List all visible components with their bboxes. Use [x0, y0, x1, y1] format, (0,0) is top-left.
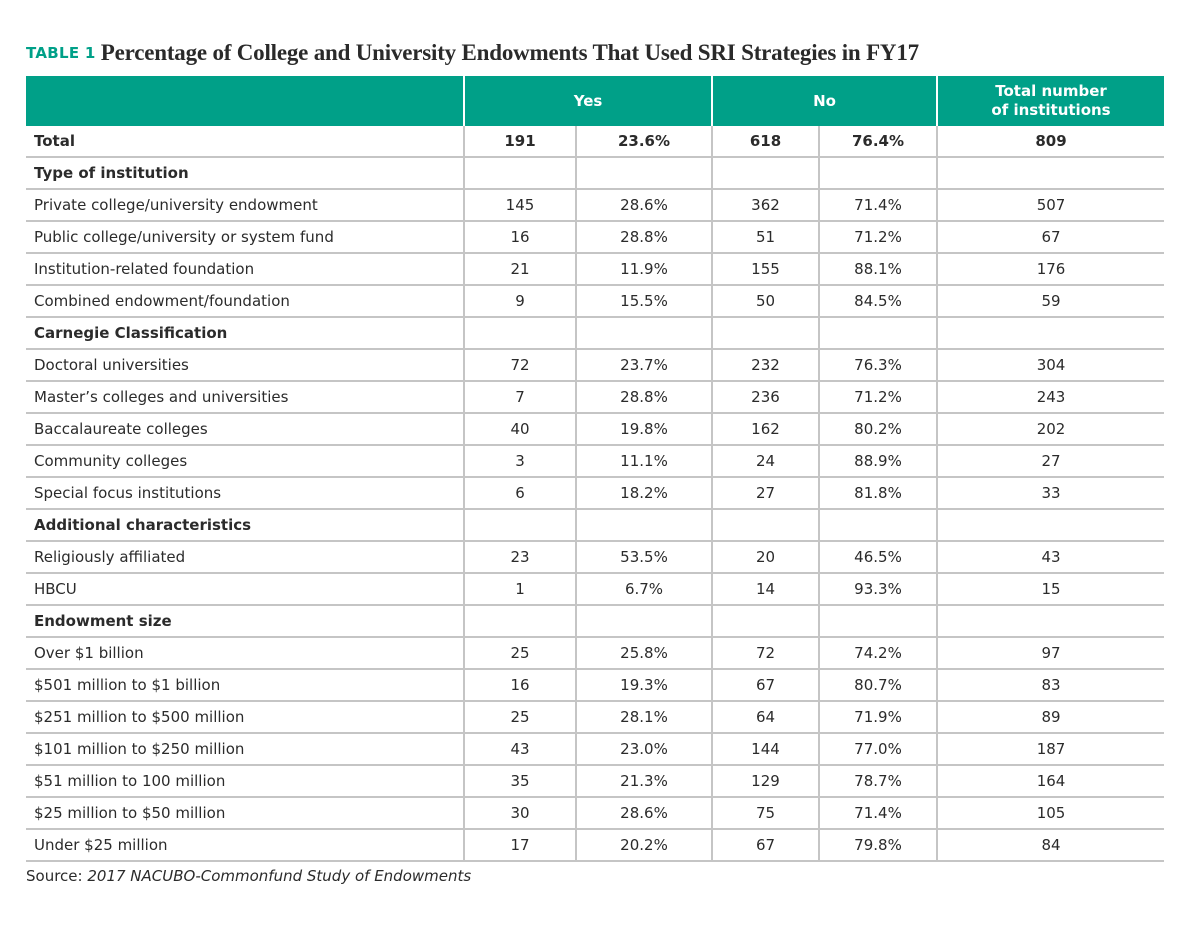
yes-count-cell: 17 — [464, 829, 576, 861]
yes-count-cell — [464, 605, 576, 637]
yes-count-cell: 1 — [464, 573, 576, 605]
table-row — [26, 477, 1164, 509]
yes-percent-cell: 28.8% — [576, 381, 712, 413]
table-title — [26, 38, 919, 70]
header-yes: Yes — [464, 76, 712, 126]
table-row — [26, 221, 1164, 253]
total-institutions-cell: 176 — [937, 253, 1164, 285]
section-header-row — [26, 317, 1164, 349]
yes-count-cell: 23 — [464, 541, 576, 573]
row-label: Baccalaureate colleges — [26, 413, 464, 445]
no-count-cell: 144 — [712, 733, 819, 765]
row-label: $25 million to $50 million — [26, 797, 464, 829]
header-no: No — [712, 76, 937, 126]
row-label: Public college/university or system fund — [26, 221, 464, 253]
row-label: Under $25 million — [26, 829, 464, 861]
header-total-institutions — [937, 76, 1164, 126]
total-institutions-cell: 89 — [937, 701, 1164, 733]
table-row — [26, 445, 1164, 477]
no-percent-cell — [819, 317, 937, 349]
row-label: Over $1 billion — [26, 637, 464, 669]
no-count-cell — [712, 605, 819, 637]
yes-percent-cell: 20.2% — [576, 829, 712, 861]
yes-percent-cell: 15.5% — [576, 285, 712, 317]
table-row — [26, 349, 1164, 381]
row-label: Total — [26, 126, 464, 157]
yes-count-cell: 191 — [464, 126, 576, 157]
no-count-cell: 67 — [712, 669, 819, 701]
row-label: Special focus institutions — [26, 477, 464, 509]
total-institutions-cell: 15 — [937, 573, 1164, 605]
total-institutions-cell: 164 — [937, 765, 1164, 797]
no-count-cell — [712, 509, 819, 541]
row-label: Endowment size — [26, 605, 464, 637]
yes-count-cell: 145 — [464, 189, 576, 221]
row-label: Doctoral universities — [26, 349, 464, 381]
yes-count-cell: 30 — [464, 797, 576, 829]
no-percent-cell: 77.0% — [819, 733, 937, 765]
table-row — [26, 573, 1164, 605]
table-header — [26, 76, 1164, 126]
no-percent-cell: 76.3% — [819, 349, 937, 381]
total-institutions-cell: 809 — [937, 126, 1164, 157]
yes-count-cell — [464, 509, 576, 541]
total-row — [26, 126, 1164, 157]
yes-percent-cell: 23.6% — [576, 126, 712, 157]
total-institutions-cell: 83 — [937, 669, 1164, 701]
section-header-row — [26, 157, 1164, 189]
no-percent-cell: 81.8% — [819, 477, 937, 509]
no-percent-cell: 79.8% — [819, 829, 937, 861]
source-note — [26, 867, 471, 885]
no-count-cell: 67 — [712, 829, 819, 861]
no-percent-cell: 88.9% — [819, 445, 937, 477]
no-percent-cell: 76.4% — [819, 126, 937, 157]
no-count-cell: 362 — [712, 189, 819, 221]
no-count-cell: 51 — [712, 221, 819, 253]
row-label: Type of institution — [26, 157, 464, 189]
row-label: HBCU — [26, 573, 464, 605]
yes-percent-cell: 25.8% — [576, 637, 712, 669]
table-row — [26, 829, 1164, 861]
no-count-cell: 618 — [712, 126, 819, 157]
no-count-cell: 64 — [712, 701, 819, 733]
sri-table — [26, 76, 1164, 862]
yes-percent-cell: 28.6% — [576, 797, 712, 829]
table-row — [26, 637, 1164, 669]
yes-count-cell: 35 — [464, 765, 576, 797]
yes-percent-cell: 53.5% — [576, 541, 712, 573]
row-label: Private college/university endowment — [26, 189, 464, 221]
row-label: $51 million to 100 million — [26, 765, 464, 797]
yes-percent-cell: 28.1% — [576, 701, 712, 733]
yes-count-cell: 25 — [464, 637, 576, 669]
total-institutions-cell: 43 — [937, 541, 1164, 573]
total-institutions-cell — [937, 509, 1164, 541]
total-institutions-cell: 97 — [937, 637, 1164, 669]
table-body — [26, 126, 1164, 861]
no-count-cell: 155 — [712, 253, 819, 285]
no-count-cell: 75 — [712, 797, 819, 829]
yes-percent-cell: 21.3% — [576, 765, 712, 797]
table-row — [26, 733, 1164, 765]
row-label: Community colleges — [26, 445, 464, 477]
yes-count-cell: 16 — [464, 669, 576, 701]
row-label: $501 million to $1 billion — [26, 669, 464, 701]
table-row — [26, 765, 1164, 797]
yes-percent-cell: 19.3% — [576, 669, 712, 701]
yes-count-cell: 21 — [464, 253, 576, 285]
yes-count-cell: 6 — [464, 477, 576, 509]
yes-percent-cell: 28.6% — [576, 189, 712, 221]
row-label: $251 million to $500 million — [26, 701, 464, 733]
no-percent-cell: 46.5% — [819, 541, 937, 573]
total-institutions-cell: 105 — [937, 797, 1164, 829]
no-count-cell: 14 — [712, 573, 819, 605]
row-label: $101 million to $250 million — [26, 733, 464, 765]
yes-count-cell — [464, 317, 576, 349]
total-institutions-cell: 187 — [937, 733, 1164, 765]
source-title: 2017 NACUBO-Commonfund Study of Endowments — [87, 867, 472, 885]
no-count-cell: 72 — [712, 637, 819, 669]
total-institutions-cell: 67 — [937, 221, 1164, 253]
yes-percent-cell: 19.8% — [576, 413, 712, 445]
yes-count-cell: 43 — [464, 733, 576, 765]
header-blank — [26, 76, 464, 126]
no-percent-cell: 93.3% — [819, 573, 937, 605]
row-label: Master’s colleges and universities — [26, 381, 464, 413]
total-institutions-cell — [937, 317, 1164, 349]
no-count-cell: 50 — [712, 285, 819, 317]
yes-count-cell: 9 — [464, 285, 576, 317]
total-institutions-cell: 243 — [937, 381, 1164, 413]
no-count-cell: 129 — [712, 765, 819, 797]
yes-percent-cell: 18.2% — [576, 477, 712, 509]
table-row — [26, 701, 1164, 733]
header-total-line2: of institutions — [991, 101, 1111, 119]
table-row — [26, 541, 1164, 573]
no-count-cell: 162 — [712, 413, 819, 445]
total-institutions-cell — [937, 157, 1164, 189]
no-percent-cell: 84.5% — [819, 285, 937, 317]
total-institutions-cell: 59 — [937, 285, 1164, 317]
yes-percent-cell — [576, 509, 712, 541]
header-row — [26, 76, 1164, 126]
total-institutions-cell — [937, 605, 1164, 637]
no-percent-cell — [819, 605, 937, 637]
no-percent-cell: 88.1% — [819, 253, 937, 285]
section-header-row — [26, 605, 1164, 637]
no-percent-cell: 71.4% — [819, 189, 937, 221]
no-percent-cell: 80.2% — [819, 413, 937, 445]
no-percent-cell: 71.2% — [819, 221, 937, 253]
yes-percent-cell: 11.9% — [576, 253, 712, 285]
no-count-cell: 24 — [712, 445, 819, 477]
no-percent-cell: 80.7% — [819, 669, 937, 701]
no-count-cell: 20 — [712, 541, 819, 573]
yes-count-cell — [464, 157, 576, 189]
no-percent-cell: 71.2% — [819, 381, 937, 413]
total-institutions-cell: 202 — [937, 413, 1164, 445]
yes-count-cell: 72 — [464, 349, 576, 381]
no-percent-cell — [819, 509, 937, 541]
total-institutions-cell: 507 — [937, 189, 1164, 221]
table-row — [26, 413, 1164, 445]
row-label: Additional characteristics — [26, 509, 464, 541]
yes-count-cell: 40 — [464, 413, 576, 445]
table-row — [26, 189, 1164, 221]
no-count-cell: 27 — [712, 477, 819, 509]
no-count-cell: 236 — [712, 381, 819, 413]
yes-percent-cell — [576, 317, 712, 349]
row-label: Religiously affiliated — [26, 541, 464, 573]
no-count-cell: 232 — [712, 349, 819, 381]
total-institutions-cell: 33 — [937, 477, 1164, 509]
yes-count-cell: 16 — [464, 221, 576, 253]
yes-count-cell: 7 — [464, 381, 576, 413]
no-percent-cell: 78.7% — [819, 765, 937, 797]
table-row — [26, 381, 1164, 413]
table-row — [26, 285, 1164, 317]
yes-percent-cell: 28.8% — [576, 221, 712, 253]
total-institutions-cell: 27 — [937, 445, 1164, 477]
total-institutions-cell: 84 — [937, 829, 1164, 861]
section-header-row — [26, 509, 1164, 541]
header-total-line1: Total number — [995, 82, 1107, 100]
no-count-cell — [712, 157, 819, 189]
table-row — [26, 797, 1164, 829]
table-title-text: Percentage of College and University Endowments That Used SRI Strategies in FY17 — [100, 40, 919, 65]
no-percent-cell — [819, 157, 937, 189]
row-label: Carnegie Classification — [26, 317, 464, 349]
yes-percent-cell — [576, 605, 712, 637]
yes-percent-cell: 23.7% — [576, 349, 712, 381]
yes-count-cell: 25 — [464, 701, 576, 733]
table-row — [26, 253, 1164, 285]
yes-percent-cell — [576, 157, 712, 189]
no-count-cell — [712, 317, 819, 349]
yes-count-cell: 3 — [464, 445, 576, 477]
no-percent-cell: 71.4% — [819, 797, 937, 829]
table-row — [26, 669, 1164, 701]
source-prefix: Source: — [26, 867, 83, 885]
yes-percent-cell: 23.0% — [576, 733, 712, 765]
table-number-label: TABLE 1 — [26, 44, 96, 62]
row-label: Combined endowment/foundation — [26, 285, 464, 317]
no-percent-cell: 74.2% — [819, 637, 937, 669]
yes-percent-cell: 6.7% — [576, 573, 712, 605]
no-percent-cell: 71.9% — [819, 701, 937, 733]
yes-percent-cell: 11.1% — [576, 445, 712, 477]
total-institutions-cell: 304 — [937, 349, 1164, 381]
row-label: Institution-related foundation — [26, 253, 464, 285]
